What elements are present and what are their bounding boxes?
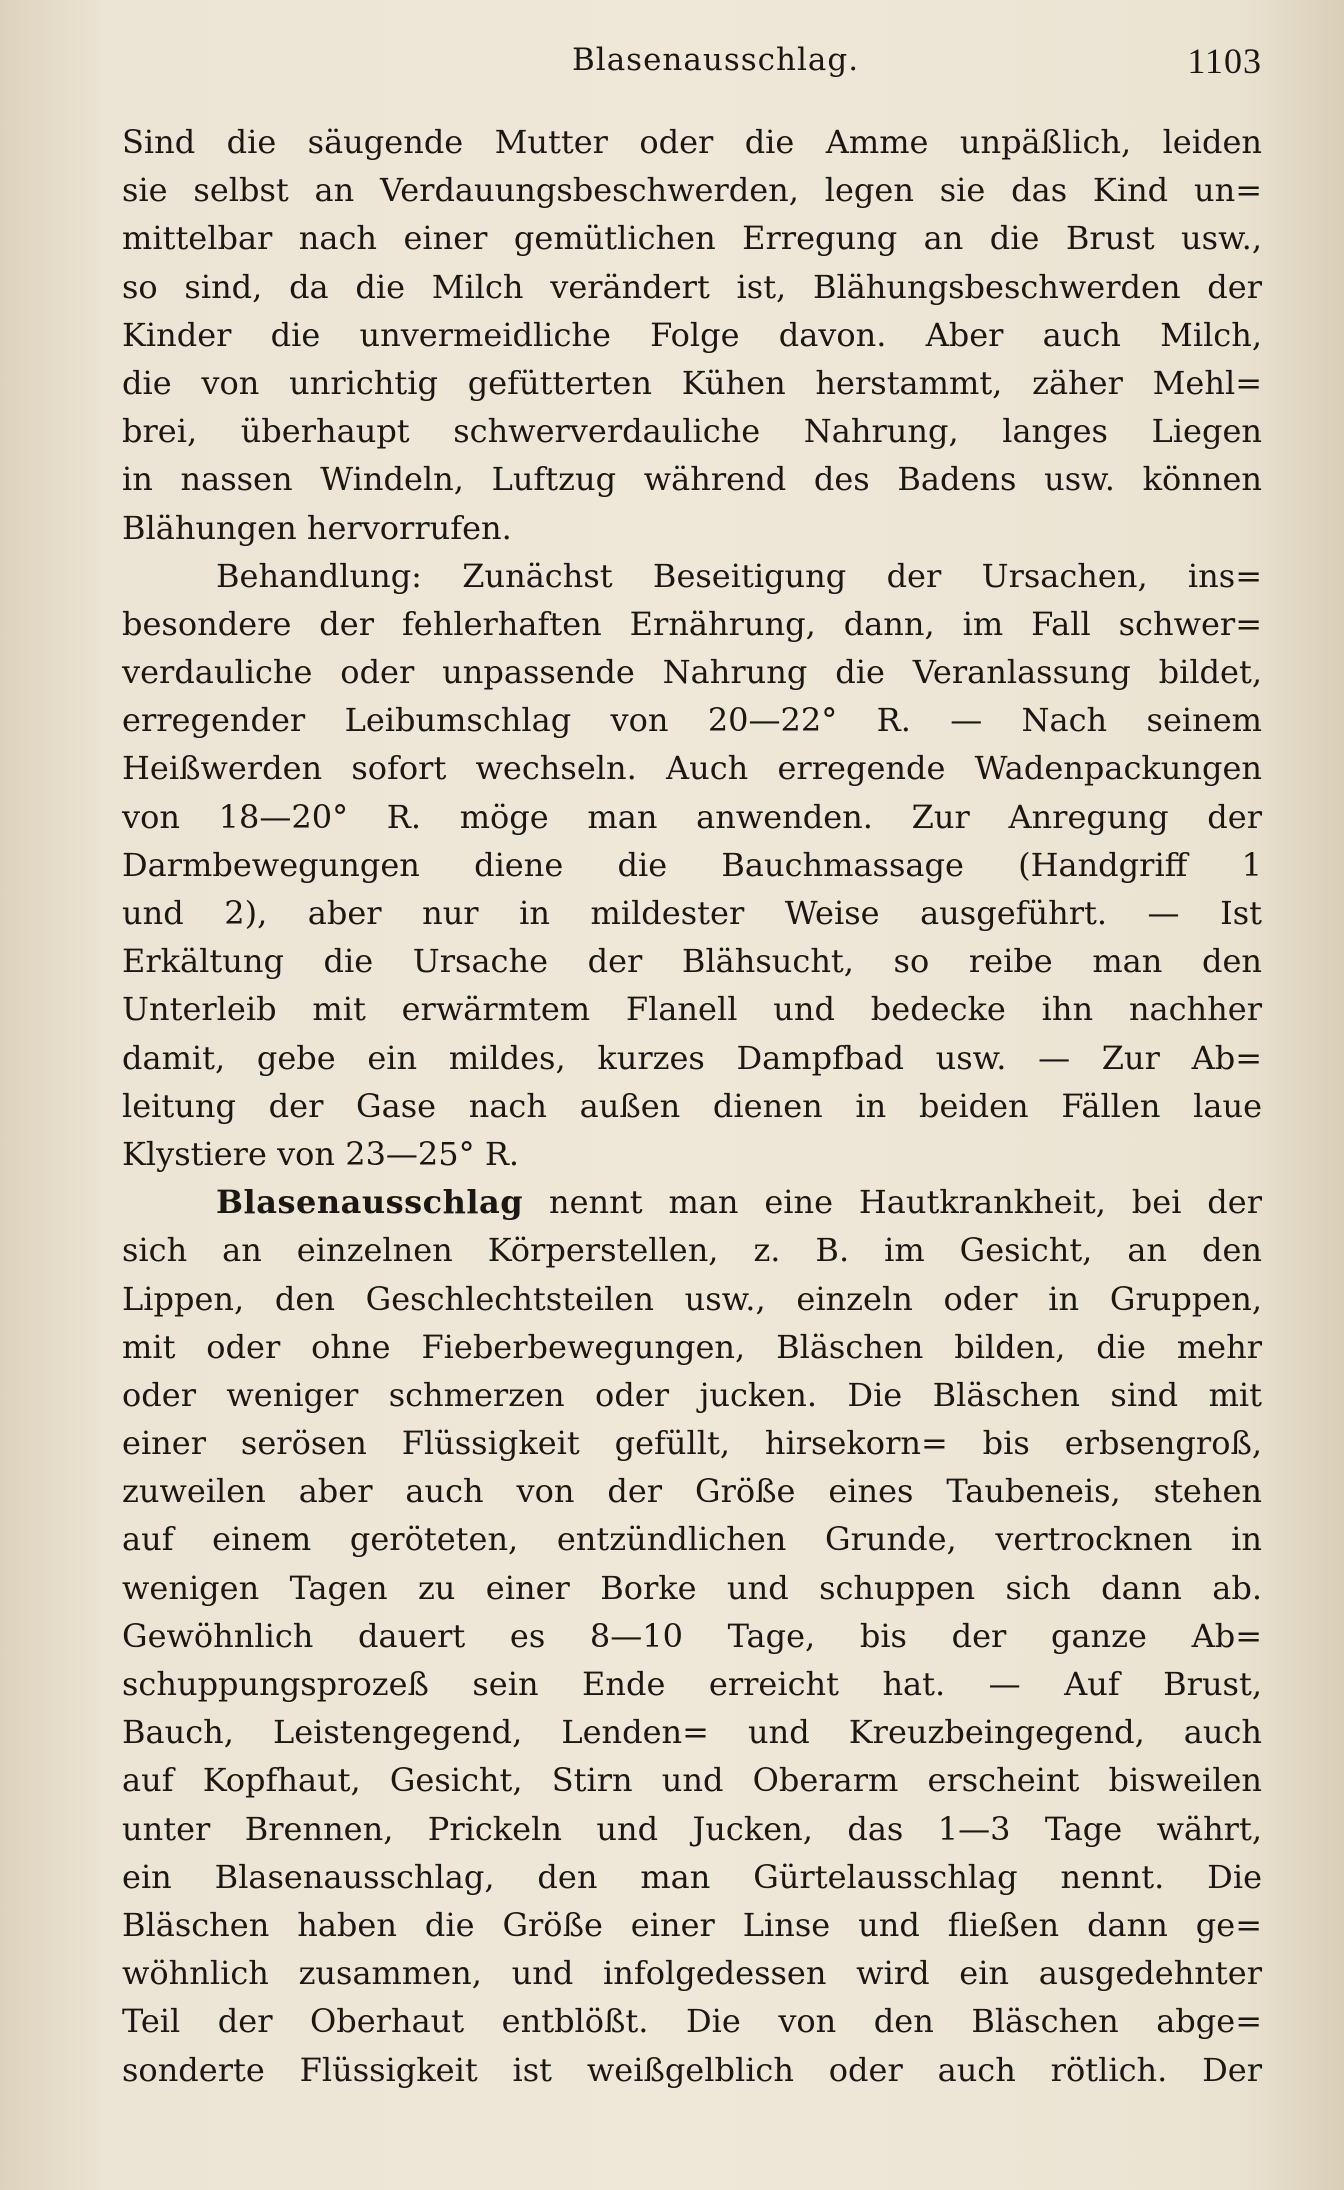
text-line: Gewöhnlich dauert es 8—10 Tage, bis der ganze Ab= <box>122 1616 1262 1655</box>
paragraph-flatulence-causes <box>122 118 1262 552</box>
text-line: und 2), aber nur in mildester Weise ausgeführt. — Ist <box>122 894 1262 932</box>
text-line: so sind, da die Milch verändert ist, Blähungsbeschwerden der <box>122 267 1262 306</box>
text-line: sich an einzelnen Körperstellen, z. B. im Gesicht, an den <box>122 1231 1262 1270</box>
text-line: Behandlung: Zunächst Beseitigung der Ursachen, ins= <box>216 556 1262 595</box>
text-line: mit oder ohne Fieberbewegungen, Bläschen bilden, die mehr <box>122 1327 1262 1366</box>
text-line: besondere der fehlerhaften Ernährung, dann, im Fall schwer= <box>122 604 1262 643</box>
text-line: auf Kopfhaut, Gesicht, Stirn und Oberarm erscheint bisweilen <box>122 1761 1262 1800</box>
entry-headword: Blasenausschlag <box>216 1183 524 1222</box>
text-line: die von unrichtig gefütterten Kühen herstammt, zäher Mehl= <box>122 363 1262 402</box>
text-line: verdauliche oder unpassende Nahrung die Veranlassung bildet, <box>122 653 1262 692</box>
text-line <box>122 1178 1262 1226</box>
text-line: damit, gebe ein mildes, kurzes Dampfbad usw. — Zur Ab= <box>122 1038 1262 1077</box>
text-line: Klystiere von 23—25° R. <box>122 1134 520 1173</box>
paragraph-blister-rash <box>122 1178 1262 2094</box>
text-line: oder weniger schmerzen oder jucken. Die Bläschen sind mit <box>122 1375 1262 1414</box>
text-line: wöhnlich zusammen, und infolgedessen wird ein ausgedehnter <box>122 1954 1262 1993</box>
text-line: sonderte Flüssigkeit ist weißgelblich oder auch rötlich. Der <box>122 2050 1262 2089</box>
text-line: auf einem geröteten, entzündlichen Grunde, vertrocknen in <box>122 1520 1262 1559</box>
text-line: mittelbar nach einer gemütlichen Erregung an die Brust usw., <box>122 219 1262 258</box>
text-line: schuppungsprozeß sein Ende erreicht hat. — Auf Brust, <box>122 1665 1262 1703</box>
text-line: wenigen Tagen zu einer Borke und schuppen sich dann ab. <box>122 1568 1262 1607</box>
text-line: Blähungen hervorrufen. <box>122 508 512 547</box>
text-line: Heißwerden sofort wechseln. Auch erregende Wadenpackungen <box>122 749 1262 788</box>
text-line: zuweilen aber auch von der Größe eines Taubeneis, stehen <box>122 1472 1262 1511</box>
text-line: einer serösen Flüssigkeit gefüllt, hirsekorn= bis erbsengroß, <box>122 1424 1262 1463</box>
text-line-rest: nennt man eine Hautkrankheit, bei der <box>523 1183 1262 1222</box>
text-line: Darmbewegungen diene die Bauchmassage (Handgriff 1 <box>122 845 1262 884</box>
text-line: Bauch, Leistengegend, Lenden= und Kreuzbeingegend, auch <box>122 1713 1262 1752</box>
text-line: Teil der Oberhaut entblößt. Die von den Bläschen abge= <box>122 2002 1262 2041</box>
body-text <box>122 118 1262 2094</box>
text-line: leitung der Gase nach außen dienen in beiden Fällen laue <box>122 1086 1262 1125</box>
paragraph-treatment <box>122 552 1262 1178</box>
text-line: von 18—20° R. möge man anwenden. Zur Anregung der <box>122 797 1262 836</box>
running-head: Blasenausschlag. <box>572 42 860 78</box>
text-line: Bläschen haben die Größe einer Linse und fließen dann ge= <box>122 1905 1262 1944</box>
text-line: sie selbst an Verdauungsbeschwerden, legen sie das Kind un= <box>122 171 1262 210</box>
text-line: Erkältung die Ursache der Blähsucht, so reibe man den <box>122 942 1262 981</box>
text-line: Unterleib mit erwärmtem Flanell und bedecke ihn nachher <box>122 990 1262 1029</box>
text-line: erregender Leibumschlag von 20—22° R. — Nach seinem <box>122 701 1262 740</box>
text-line: brei, überhaupt schwerverdauliche Nahrung, langes Liegen <box>122 412 1262 451</box>
text-line: ein Blasenausschlag, den man Gürtelausschlag nennt. Die <box>122 1857 1262 1896</box>
page-number: 1103 <box>1187 41 1262 81</box>
text-line: Kinder die unvermeidliche Folge davon. Aber auch Milch, <box>122 315 1262 354</box>
page-header <box>122 36 1262 88</box>
text-line: Lippen, den Geschlechtsteilen usw., einzeln oder in Gruppen, <box>122 1279 1262 1318</box>
text-line: unter Brennen, Prickeln und Jucken, das 1—3 Tage währt, <box>122 1809 1262 1848</box>
text-line: in nassen Windeln, Luftzug während des Badens usw. können <box>122 460 1262 499</box>
text-line: Sind die säugende Mutter oder die Amme unpäßlich, leiden <box>122 123 1262 161</box>
